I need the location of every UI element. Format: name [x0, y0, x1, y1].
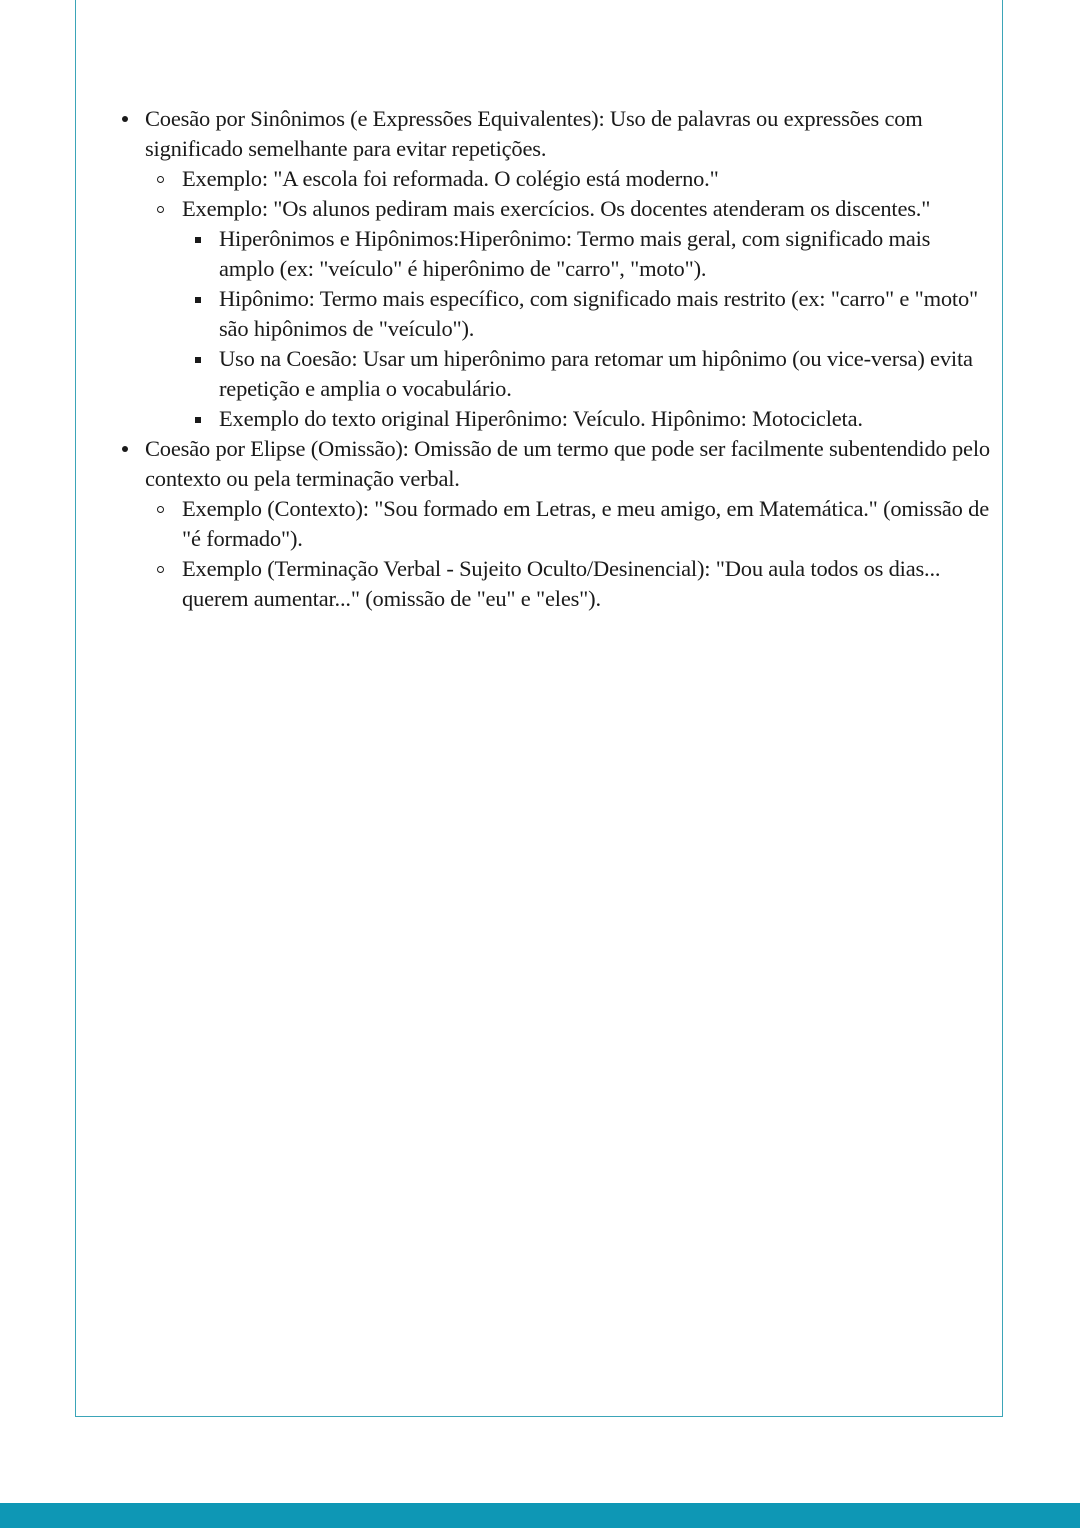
filled-disc-bullet-icon	[122, 446, 128, 452]
detail-text: Hipônimo: Termo mais específico, com significado mais restrito (ex: "carro" e "moto" são hipônimos de "veículo").	[219, 286, 978, 341]
example-text: Exemplo: "Os alunos pediram mais exercícios. Os docentes atenderam os discentes."	[182, 196, 931, 221]
examples-list	[145, 494, 990, 614]
hollow-circle-bullet-icon	[157, 206, 164, 213]
filled-disc-bullet-icon	[122, 116, 128, 122]
details-list	[182, 224, 990, 434]
example-text: Exemplo (Terminação Verbal - Sujeito Oculto/Desinencial): "Dou aula todos os dias... querem aumentar..." (omissão de "eu" e "eles").	[182, 556, 941, 611]
examples-list	[145, 164, 990, 434]
section-text: Coesão por Elipse (Omissão): Omissão de um termo que pode ser facilmente subentendido pelo contexto ou pela terminação verbal.	[145, 436, 990, 491]
list-item-sinonimos	[110, 104, 990, 434]
list-item-detail	[182, 284, 990, 344]
detail-text: Uso na Coesão: Usar um hiperônimo para retomar um hipônimo (ou vice-versa) evita repetição e amplia o vocabulário.	[219, 346, 973, 401]
detail-text: Hiperônimos e Hipônimos:Hiperônimo: Termo mais geral, com significado mais amplo (ex: "veículo" é hiperônimo de "carro", "moto").	[219, 226, 931, 281]
hollow-circle-bullet-icon	[157, 176, 164, 183]
square-bullet-icon	[195, 237, 201, 243]
list-item-example	[145, 494, 990, 554]
example-text: Exemplo: "A escola foi reformada. O colégio está moderno."	[182, 166, 719, 191]
list-item-detail	[182, 404, 990, 434]
square-bullet-icon	[195, 417, 201, 423]
list-item-example	[145, 164, 990, 194]
list-item-elipse	[110, 434, 990, 614]
hollow-circle-bullet-icon	[157, 506, 164, 513]
list-item-detail	[182, 344, 990, 404]
cohesion-list	[110, 104, 990, 614]
list-item-detail	[182, 224, 990, 284]
square-bullet-icon	[195, 357, 201, 363]
document-body	[110, 104, 990, 614]
example-text: Exemplo (Contexto): "Sou formado em Letras, e meu amigo, em Matemática." (omissão de "é formado").	[182, 496, 989, 551]
detail-text: Exemplo do texto original Hiperônimo: Veículo. Hipônimo: Motocicleta.	[219, 406, 863, 431]
hollow-circle-bullet-icon	[157, 566, 164, 573]
square-bullet-icon	[195, 297, 201, 303]
footer-color-bar	[0, 1503, 1080, 1528]
list-item-example	[145, 554, 990, 614]
section-text: Coesão por Sinônimos (e Expressões Equivalentes): Uso de palavras ou expressões com significado semelhante para evitar repetições.	[145, 106, 923, 161]
list-item-example	[145, 194, 990, 434]
